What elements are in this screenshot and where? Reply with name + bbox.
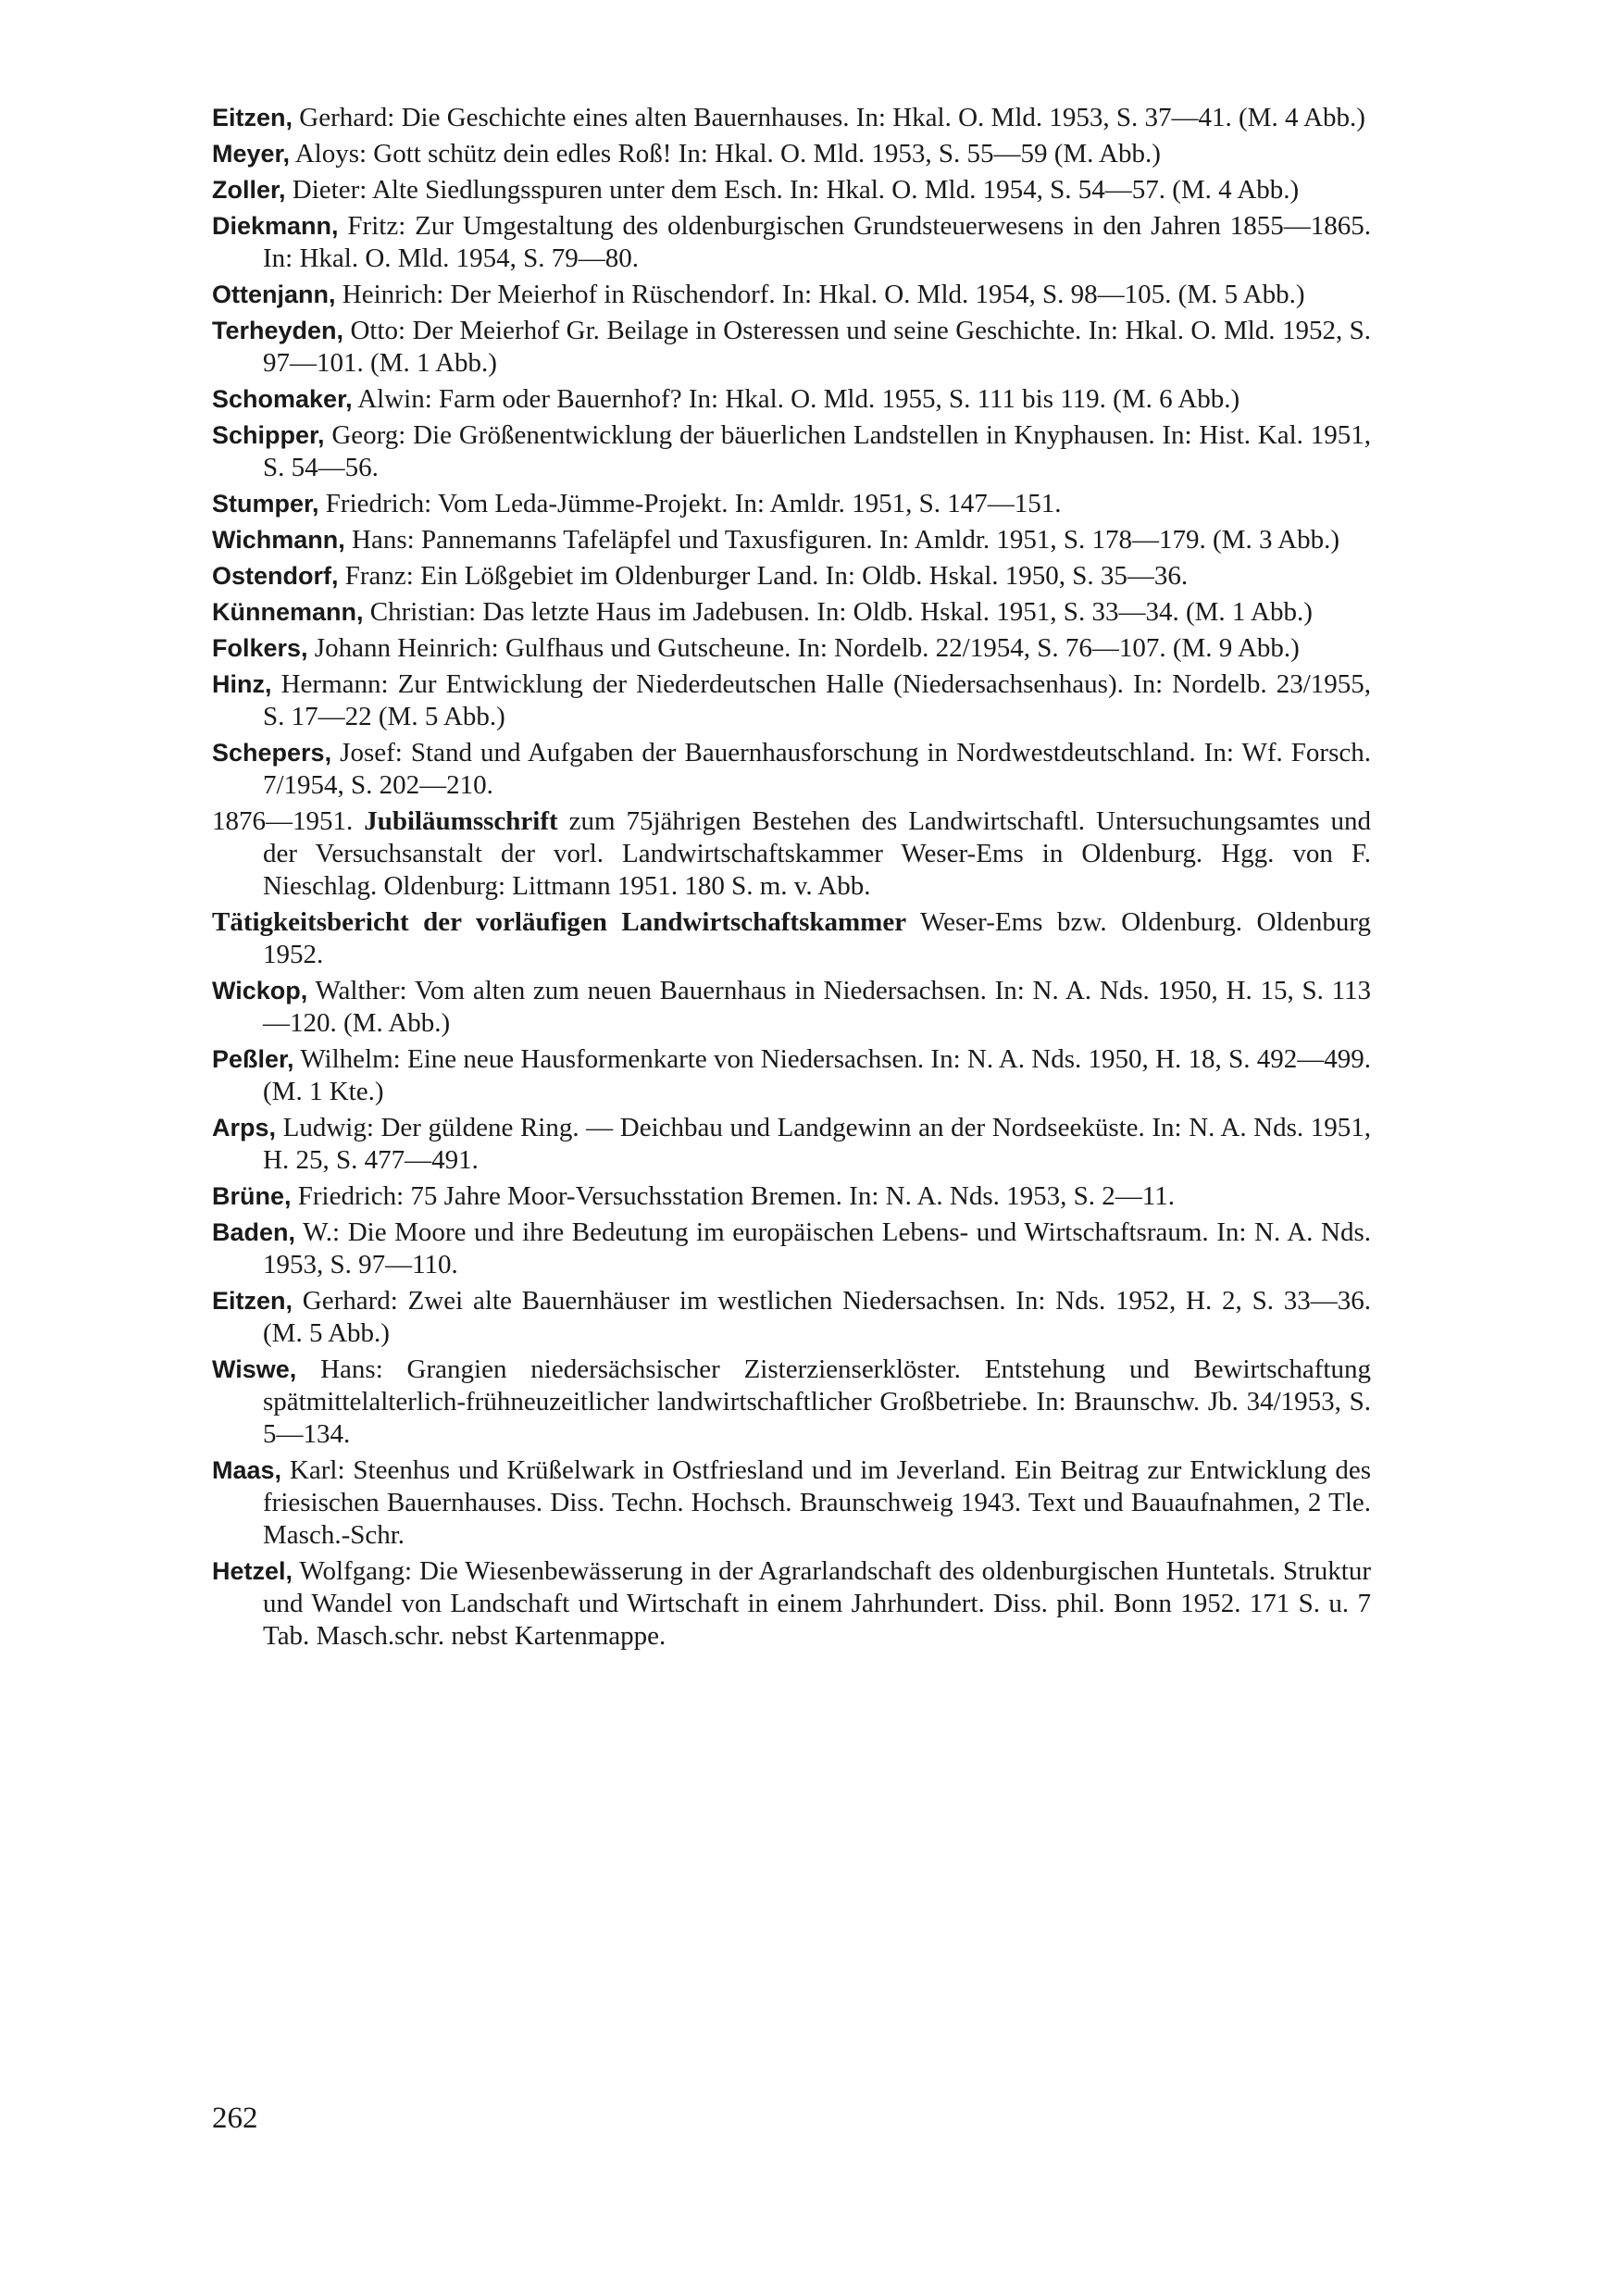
entry-text: Heinrich: Der Meierhof in Rüschendorf. In: Hkal. O. Mld. 1954, S. 98—105. (M. 5 Abb.)	[335, 280, 1305, 309]
entry-text: Otto: Der Meierhof Gr. Beilage in Osteressen und seine Geschichte. In: Hkal. O. Mld. 1952, S. 97—101. (M. 1 Abb.)	[263, 316, 1371, 378]
entry-author: Terheyden,	[212, 317, 344, 344]
entry-author: Maas,	[212, 1456, 282, 1484]
entry-text: Franz: Ein Lößgebiet im Oldenburger Land. In: Oldb. Hskal. 1950, S. 35—36.	[338, 561, 1189, 591]
bibliography-entry	[212, 668, 1371, 733]
entry-text: Hans: Pannemanns Tafeläpfel und Taxusfiguren. In: Amldr. 1951, S. 178—179. (M. 3 Abb.)	[344, 525, 1339, 555]
entry-text: W.: Die Moore und ihre Bedeutung im europäischen Lebens- und Wirtschaftsraum. In: N. A. Nds. 1953, S. 97—110.	[263, 1217, 1371, 1279]
bibliography-entry	[212, 524, 1371, 556]
bibliography-entry	[212, 1043, 1371, 1108]
entry-text: zum 75jährigen Bestehen des Landwirtschaftl. Untersuchungsamtes und der Versuchsanstalt der vorl. Landwirtschaftskammer Weser-Ems in Oldenburg. Hgg. von F. Nieschlag. Oldenburg: Littmann 1951. 180 S. m. v. Abb.	[263, 806, 1372, 901]
bibliography-entry	[212, 102, 1371, 134]
entry-text: Johann Heinrich: Gulfhaus und Gutscheune. In: Nordelb. 22/1954, S. 76—107. (M. 9 Abb.)	[307, 633, 1300, 663]
entry-author: Zoller,	[212, 176, 286, 204]
entry-author: Eitzen,	[212, 1287, 293, 1315]
bibliography-entry	[212, 1112, 1371, 1177]
entry-author: Wiswe,	[212, 1355, 297, 1383]
bibliography-entry	[212, 1354, 1371, 1451]
entry-text: Georg: Die Größenentwicklung der bäuerlichen Landstellen in Knyphausen. In: Hist. Kal. 1951, S. 54—56.	[263, 420, 1371, 482]
bibliography-entry	[212, 1285, 1371, 1350]
bibliography-entry	[212, 279, 1371, 311]
entry-author: Folkers,	[212, 634, 308, 662]
entry-text: Josef: Stand und Aufgaben der Bauernhausforschung in Nordwestdeutschland. In: Wf. Forsch. 7/1954, S. 202—210.	[263, 738, 1371, 800]
bibliography-list	[212, 102, 1371, 1656]
entry-text: Dieter: Alte Siedlungsspuren unter dem Esch. In: Hkal. O. Mld. 1954, S. 54—57. (M. 4 Abb.)	[285, 175, 1300, 205]
bibliography-entry	[212, 737, 1371, 802]
entry-author: Brüne,	[212, 1182, 292, 1210]
entry-author: Schomaker,	[212, 385, 353, 413]
bibliography-entry	[212, 632, 1371, 665]
entry-author: Künnemann,	[212, 598, 364, 626]
entry-author: Meyer,	[212, 140, 291, 168]
entry-keyword: Tätigkeitsbericht der vorläufigen Landwirtschaftskammer	[212, 907, 907, 937]
bibliography-entry	[212, 315, 1371, 380]
bibliography-entry	[212, 805, 1371, 903]
entry-text: Hans: Grangien niedersächsischer Zisterzienserklöster. Entstehung und Bewirtschaftung spätmittelalterlich-frühneuzeitlicher landwirtschaftlicher Großbetriebe. In: Braunschw. Jb. 34/1953, S. 5—134.	[263, 1354, 1371, 1449]
bibliography-entry	[212, 174, 1371, 206]
entry-text: Christian: Das letzte Haus im Jadebusen. In: Oldb. Hskal. 1951, S. 33—34. (M. 1 Abb.)	[363, 597, 1313, 627]
entry-author: Ottenjann,	[212, 281, 336, 308]
entry-author: Schipper,	[212, 421, 325, 449]
bibliography-entry	[212, 1555, 1371, 1653]
entry-text: Alwin: Farm oder Bauernhof? In: Hkal. O. Mld. 1955, S. 111 bis 119. (M. 6 Abb.)	[352, 384, 1240, 414]
bibliography-entry	[212, 1217, 1371, 1281]
entry-text: Walther: Vom alten zum neuen Bauernhaus in Niedersachsen. In: N. A. Nds. 1950, H. 15, S. 113—120. (M. Abb.)	[263, 976, 1371, 1038]
entry-author: Arps,	[212, 1114, 277, 1142]
entry-text: Friedrich: Vom Leda-Jümme-Projekt. In: Amldr. 1951, S. 147—151.	[318, 489, 1062, 518]
entry-text: Karl: Steenhus und Krüßelwark in Ostfriesland und im Jeverland. Ein Beitrag zur Entwicklung des friesischen Bauernhauses. Diss. Techn. Hochsch. Braunschweig 1943. Text und Bauaufnahmen, 2 Tle. Masch.-Schr.	[263, 1455, 1371, 1550]
entry-keyword: Jubiläumsschrift	[364, 806, 558, 836]
entry-author: Diekmann,	[212, 212, 339, 240]
entry-author: Ostendorf,	[212, 562, 339, 590]
entry-text: Ludwig: Der güldene Ring. — Deichbau und Landgewinn an der Nordseeküste. In: N. A. Nds. 1951, H. 25, S. 477—491.	[263, 1113, 1371, 1175]
entry-author: Hetzel,	[212, 1557, 293, 1585]
entry-text: Weser-Ems bzw. Oldenburg. Oldenburg 1952.	[263, 907, 1371, 969]
entry-author: Peßler,	[212, 1045, 294, 1073]
entry-text: Gerhard: Zwei alte Bauernhäuser im westlichen Niedersachsen. In: Nds. 1952, H. 2, S. 33—36. (M. 5 Abb.)	[263, 1286, 1371, 1348]
bibliography-entry	[212, 975, 1371, 1040]
bibliography-entry	[212, 1180, 1371, 1213]
bibliography-entry	[212, 1454, 1371, 1552]
entry-author: Stumper,	[212, 490, 319, 518]
bibliography-entry	[212, 488, 1371, 520]
bibliography-entry	[212, 560, 1371, 593]
entry-text: Friedrich: 75 Jahre Moor-Versuchsstation Bremen. In: N. A. Nds. 1953, S. 2—11.	[291, 1181, 1175, 1211]
bibliography-entry	[212, 383, 1371, 416]
bibliography-entry	[212, 138, 1371, 170]
page-number: 262	[212, 2102, 258, 2135]
entry-author: Hinz,	[212, 670, 272, 698]
entry-text: Wolfgang: Die Wiesenbewässerung in der Agrarlandschaft des oldenburgischen Huntetals. Struktur und Wandel von Landschaft und Wirtschaft in einem Jahrhundert. Diss. phil. Bonn 1952. 171 S. u. 7 Tab. Masch.schr. nebst Kartenmappe.	[263, 1556, 1371, 1651]
bibliography-entry	[212, 419, 1371, 484]
entry-text: Wilhelm: Eine neue Hausformenkarte von Niedersachsen. In: N. A. Nds. 1950, H. 18, S. 492—499. (M. 1 Kte.)	[263, 1044, 1371, 1106]
entry-text: Fritz: Zur Umgestaltung des oldenburgischen Grundsteuerwesens in den Jahren 1855—1865. In: Hkal. O. Mld. 1954, S. 79—80.	[263, 211, 1371, 273]
entry-text: Hermann: Zur Entwicklung der Niederdeutschen Halle (Niedersachsenhaus). In: Nordelb. 23/1955, S. 17—22 (M. 5 Abb.)	[263, 669, 1371, 731]
entry-author: Schepers,	[212, 739, 332, 767]
bibliography-entry	[212, 906, 1371, 971]
entry-text: Gerhard: Die Geschichte eines alten Bauernhauses. In: Hkal. O. Mld. 1953, S. 37—41. (M. 4 Abb.)	[293, 103, 1365, 132]
entry-author: Wickop,	[212, 977, 308, 1004]
bibliography-entry	[212, 210, 1371, 275]
bibliography-entry	[212, 596, 1371, 629]
entry-author: Eitzen,	[212, 104, 293, 131]
entry-text: Aloys: Gott schütz dein edles Roß! In: Hkal. O. Mld. 1953, S. 55—59 (M. Abb.)	[290, 139, 1161, 168]
entry-author: Wichmann,	[212, 526, 345, 554]
entry-lead: 1876—1951.	[212, 806, 365, 836]
entry-author: Baden,	[212, 1218, 296, 1246]
